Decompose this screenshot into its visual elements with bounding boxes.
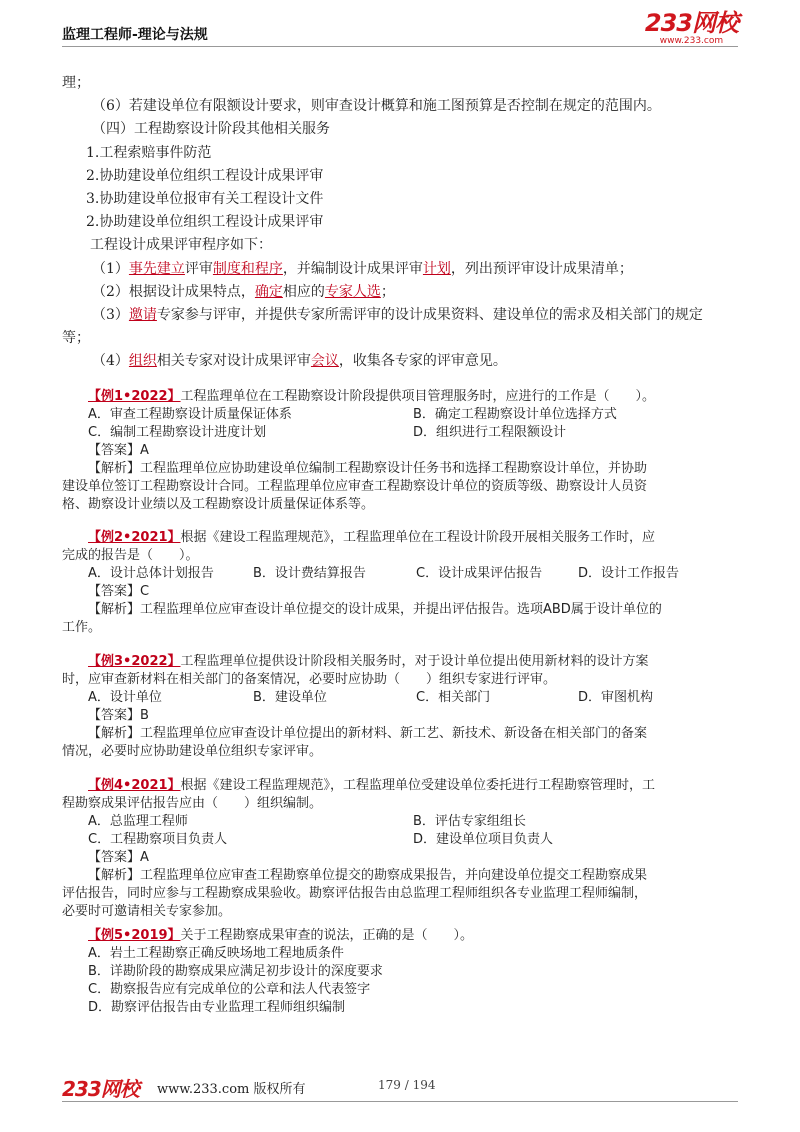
section-heading: （四）工程勘察设计阶段其他相关服务 bbox=[92, 121, 330, 138]
procedure-step-3 bbox=[62, 304, 742, 327]
highlight-term: 专家人选 bbox=[324, 283, 381, 300]
option: B．建设单位 bbox=[253, 689, 327, 705]
highlight-term: 计划 bbox=[422, 260, 451, 277]
text-line: 理； bbox=[62, 75, 90, 91]
step-text: ，列出预评审设计成果清单； bbox=[450, 260, 633, 277]
procedure-step-4 bbox=[62, 350, 742, 373]
highlight-term: 事先建立 bbox=[128, 260, 185, 277]
step-text: （2）根据设计成果特点， bbox=[92, 283, 255, 300]
option: C．相关部门 bbox=[416, 689, 491, 705]
step-text: 评审 bbox=[184, 260, 213, 277]
question-tag: 【例4•2021】 bbox=[88, 777, 181, 793]
brand-logo bbox=[645, 10, 738, 46]
step-text: （1） bbox=[92, 260, 129, 277]
option: B．设计费结算报告 bbox=[253, 565, 366, 581]
question-tag: 【例5•2019】 bbox=[88, 927, 181, 943]
question-block bbox=[62, 777, 742, 921]
highlight-term: 制度和程序 bbox=[212, 260, 283, 277]
question-stem: 时，应审查新材料在相关部门的备案情况，必要时应协助（ ）组织专家进行评审。 bbox=[62, 671, 557, 687]
analysis: 工作。 bbox=[62, 619, 102, 635]
question-stem bbox=[62, 927, 742, 945]
analysis: 【解析】工程监理单位应审查工程勘察单位提交的勘察成果报告，并向建设单位提交工程勘察成果 bbox=[88, 867, 648, 883]
option-row bbox=[62, 424, 742, 442]
option-row bbox=[62, 565, 742, 583]
header-divider bbox=[62, 46, 738, 47]
step-text: 相应的 bbox=[282, 283, 325, 300]
stem-text: 根据《建设工程监理规范》，工程监理单位受建设单位委托进行工程勘察管理时，工 bbox=[180, 777, 656, 793]
option: A．设计总体计划报告 bbox=[88, 565, 214, 581]
question-block bbox=[62, 653, 742, 761]
analysis: 【解析】工程监理单位应审查设计单位提出的新材料、新工艺、新技术、新设备在相关部门的备案 bbox=[88, 725, 648, 741]
page-number: 179 / 194 bbox=[378, 1078, 436, 1092]
analysis: 【解析】工程监理单位应审查设计单位提交的设计成果，并提出评估报告。选项ABD属于设计单位的 bbox=[88, 601, 662, 617]
logo-url: www.233.com bbox=[659, 36, 724, 46]
option-row bbox=[62, 689, 742, 707]
text-line: 工程设计成果评审程序如下： bbox=[90, 237, 272, 254]
option: A．岩土工程勘察正确反映场地工程地质条件 bbox=[88, 945, 344, 961]
question-block bbox=[62, 388, 742, 514]
step-text: 相关专家对设计成果评审 bbox=[156, 353, 311, 370]
analysis: 建设单位签订工程勘察设计合同。工程监理单位应审查工程勘察设计单位的资质等级、勘察设计人员资 bbox=[62, 478, 648, 494]
highlight-term: 确定 bbox=[254, 283, 283, 300]
question-stem bbox=[62, 529, 742, 547]
stem-text: 关于工程勘察成果审查的说法，正确的是（ ）。 bbox=[180, 927, 474, 943]
option: A．总监理工程师 bbox=[88, 813, 188, 829]
answer: 【答案】A bbox=[88, 849, 149, 865]
logo-text: 233网校 bbox=[644, 9, 738, 37]
answer: 【答案】A bbox=[88, 442, 149, 458]
stem-text: 工程监理单位提供设计阶段相关服务时，对于设计单位提出使用新材料的设计方案 bbox=[180, 653, 649, 669]
list-item: 3.协助建设单位报审有关工程设计文件 bbox=[86, 191, 324, 208]
footer-logo: 233网校 bbox=[62, 1077, 139, 1101]
option-row bbox=[62, 831, 742, 849]
question-stem bbox=[62, 777, 742, 795]
page-content bbox=[62, 72, 742, 1017]
stem-text: 根据《建设工程监理规范》，工程监理单位在工程设计阶段开展相关服务工作时，应 bbox=[180, 529, 656, 545]
answer: 【答案】B bbox=[88, 707, 149, 723]
analysis: 评估报告，同时应参与工程勘察成果验收。勘察评估报告由总监理工程师组织各专业监理工程师编制， bbox=[62, 885, 648, 901]
footer-copyright: www.233.com 版权所有 bbox=[157, 1082, 306, 1097]
step-text: （3） bbox=[92, 307, 129, 324]
option: D．设计工作报告 bbox=[578, 565, 680, 581]
footer-divider bbox=[62, 1101, 738, 1102]
question-stem bbox=[62, 653, 742, 671]
stem-text: 工程监理单位在工程勘察设计阶段提供项目管理服务时，应进行的工作是（ ）。 bbox=[180, 388, 656, 404]
step-text: ，收集各专家的评审意见。 bbox=[338, 353, 507, 370]
highlight-term: 邀请 bbox=[128, 307, 157, 324]
text-line: 等； bbox=[62, 330, 90, 347]
procedure-step-2 bbox=[62, 281, 742, 304]
list-item: 1.工程索赔事件防范 bbox=[86, 144, 212, 161]
analysis: 【解析】工程监理单位应协助建设单位编制工程勘察设计任务书和选择工程勘察设计单位，并协助 bbox=[88, 460, 648, 476]
question-stem bbox=[62, 388, 742, 406]
analysis: 格、勘察设计业绩以及工程勘察设计质量保证体系等。 bbox=[62, 496, 375, 512]
option-row bbox=[62, 813, 742, 831]
analysis: 必要时可邀请相关专家参加。 bbox=[62, 903, 232, 919]
analysis: 情况，必要时应协助建设单位组织专家评审。 bbox=[62, 743, 323, 759]
option: C．工程勘察项目负责人 bbox=[88, 831, 228, 847]
option: C．编制工程勘察设计进度计划 bbox=[88, 424, 267, 440]
question-block bbox=[62, 927, 742, 1017]
option: B．详勘阶段的勘察成果应满足初步设计的深度要求 bbox=[88, 963, 383, 979]
question-tag: 【例3•2022】 bbox=[88, 653, 181, 669]
step-text: 专家参与评审，并提供专家所需评审的设计成果资料、建设单位的需求及相关部门的规定 bbox=[156, 307, 703, 324]
step-text: （4） bbox=[92, 353, 129, 370]
list-item: 2.协助建设单位组织工程设计成果评审 bbox=[86, 167, 324, 184]
step-text: ，并编制设计成果评审 bbox=[282, 260, 423, 277]
option: D．审图机构 bbox=[578, 689, 654, 705]
option: D．建设单位项目负责人 bbox=[413, 831, 554, 847]
procedure-step-1 bbox=[62, 258, 742, 281]
list-item: 2.协助建设单位组织工程设计成果评审 bbox=[86, 214, 324, 231]
option-row bbox=[62, 406, 742, 424]
question-stem: 完成的报告是（ ）。 bbox=[62, 547, 199, 563]
question-block bbox=[62, 529, 742, 637]
question-stem: 程勘察成果评估报告应由（ ）组织编制。 bbox=[62, 795, 323, 811]
answer: 【答案】C bbox=[88, 583, 150, 599]
question-tag: 【例1•2022】 bbox=[88, 388, 181, 404]
option: B．确定工程勘察设计单位选择方式 bbox=[413, 406, 617, 422]
option: D．组织进行工程限额设计 bbox=[413, 424, 567, 440]
document-title: 监理工程师-理论与法规 bbox=[62, 27, 208, 43]
highlight-term: 会议 bbox=[310, 353, 339, 370]
step-text: ； bbox=[380, 283, 395, 300]
highlight-term: 组织 bbox=[128, 353, 157, 370]
option: D．勘察评估报告由专业监理工程师组织编制 bbox=[88, 999, 346, 1015]
option: A．审查工程勘察设计质量保证体系 bbox=[88, 406, 292, 422]
question-tag: 【例2•2021】 bbox=[88, 529, 181, 545]
option: B．评估专家组组长 bbox=[413, 813, 526, 829]
option: C．设计成果评估报告 bbox=[416, 565, 543, 581]
option: A．设计单位 bbox=[88, 689, 162, 705]
text-line: （6）若建设单位有限额设计要求，则审查设计概算和施工图预算是否控制在规定的范围内。 bbox=[92, 98, 661, 115]
option: C．勘察报告应有完成单位的公章和法人代表签字 bbox=[88, 981, 371, 997]
